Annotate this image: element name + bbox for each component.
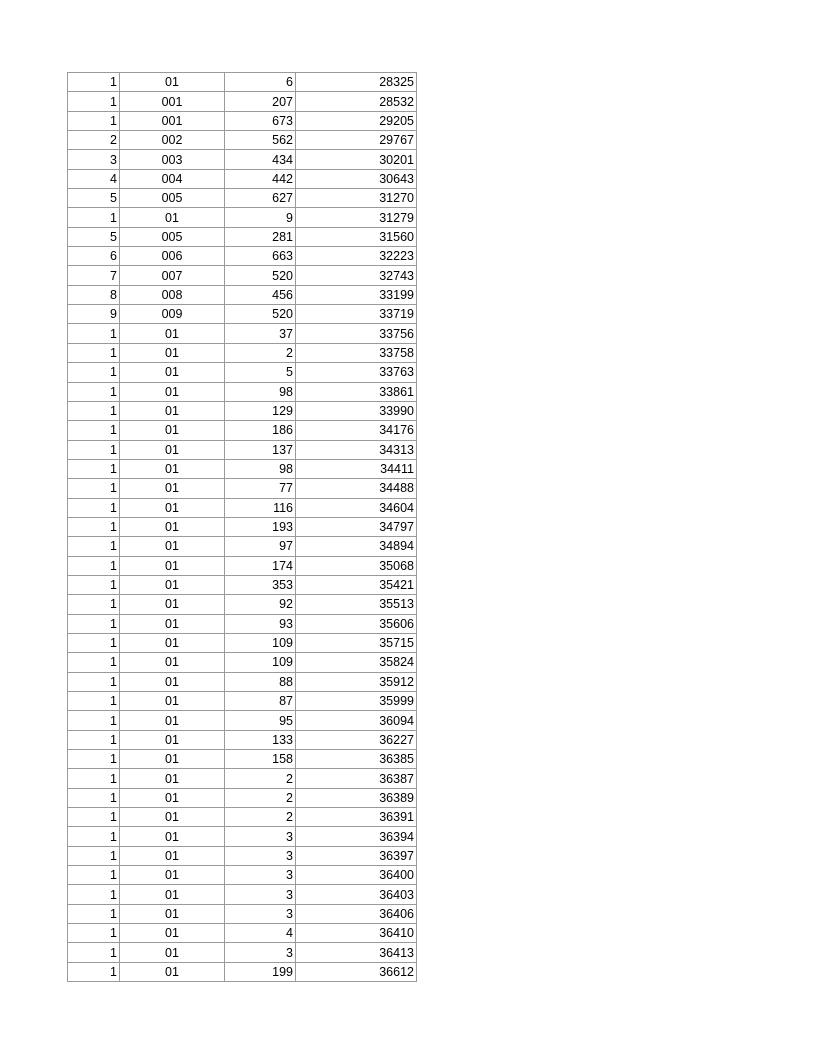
cell-col-d: 36400: [296, 866, 417, 885]
cell-col-b: 01: [120, 575, 225, 594]
cell-col-d: 34411: [296, 459, 417, 478]
cell-col-a: 1: [68, 692, 120, 711]
cell-col-a: 1: [68, 924, 120, 943]
cell-col-c: 88: [225, 672, 296, 691]
cell-col-b: 003: [120, 150, 225, 169]
cell-col-b: 01: [120, 479, 225, 498]
cell-col-b: 01: [120, 324, 225, 343]
table-row: [68, 730, 417, 749]
cell-col-c: 353: [225, 575, 296, 594]
cell-col-a: 1: [68, 73, 120, 92]
cell-col-a: 7: [68, 266, 120, 285]
cell-col-c: 158: [225, 750, 296, 769]
cell-col-a: 1: [68, 343, 120, 362]
cell-col-b: 01: [120, 904, 225, 923]
cell-col-d: 35068: [296, 556, 417, 575]
table-row: [68, 111, 417, 130]
table-row: [68, 421, 417, 440]
cell-col-b: 002: [120, 131, 225, 150]
table-row: [68, 227, 417, 246]
cell-col-d: 33763: [296, 363, 417, 382]
table-row: [68, 363, 417, 382]
cell-col-a: 1: [68, 498, 120, 517]
cell-col-c: 129: [225, 401, 296, 420]
table-row: [68, 866, 417, 885]
cell-col-c: 93: [225, 614, 296, 633]
cell-col-c: 137: [225, 440, 296, 459]
cell-col-d: 36227: [296, 730, 417, 749]
cell-col-b: 007: [120, 266, 225, 285]
cell-col-d: 36406: [296, 904, 417, 923]
table-row: [68, 672, 417, 691]
cell-col-b: 005: [120, 189, 225, 208]
cell-col-d: 34604: [296, 498, 417, 517]
cell-col-a: 4: [68, 169, 120, 188]
cell-col-a: 1: [68, 92, 120, 111]
cell-col-c: 456: [225, 285, 296, 304]
table-row: [68, 827, 417, 846]
cell-col-b: 01: [120, 343, 225, 362]
table-row: [68, 343, 417, 362]
cell-col-c: 627: [225, 189, 296, 208]
cell-col-d: 35824: [296, 653, 417, 672]
table-row: [68, 750, 417, 769]
cell-col-d: 36387: [296, 769, 417, 788]
cell-col-c: 77: [225, 479, 296, 498]
cell-col-c: 6: [225, 73, 296, 92]
cell-col-b: 01: [120, 401, 225, 420]
cell-col-b: 01: [120, 827, 225, 846]
cell-col-d: 36397: [296, 846, 417, 865]
table-row: [68, 885, 417, 904]
table-row: [68, 266, 417, 285]
cell-col-c: 109: [225, 633, 296, 652]
cell-col-a: 1: [68, 440, 120, 459]
cell-col-d: 32223: [296, 247, 417, 266]
cell-col-a: 1: [68, 827, 120, 846]
cell-col-d: 29205: [296, 111, 417, 130]
cell-col-a: 1: [68, 363, 120, 382]
cell-col-a: 1: [68, 633, 120, 652]
cell-col-b: 01: [120, 208, 225, 227]
cell-col-d: 36385: [296, 750, 417, 769]
cell-col-c: 3: [225, 866, 296, 885]
cell-col-d: 35513: [296, 595, 417, 614]
cell-col-c: 87: [225, 692, 296, 711]
cell-col-b: 01: [120, 382, 225, 401]
cell-col-c: 92: [225, 595, 296, 614]
cell-col-c: 442: [225, 169, 296, 188]
table-row: [68, 924, 417, 943]
cell-col-c: 3: [225, 904, 296, 923]
cell-col-d: 35912: [296, 672, 417, 691]
table-row: [68, 305, 417, 324]
cell-col-c: 5: [225, 363, 296, 382]
cell-col-a: 1: [68, 885, 120, 904]
cell-col-b: 01: [120, 653, 225, 672]
cell-col-b: 01: [120, 711, 225, 730]
cell-col-a: 5: [68, 227, 120, 246]
cell-col-b: 01: [120, 730, 225, 749]
cell-col-b: 01: [120, 459, 225, 478]
cell-col-d: 34176: [296, 421, 417, 440]
cell-col-b: 01: [120, 633, 225, 652]
cell-col-b: 01: [120, 517, 225, 536]
cell-col-d: 33758: [296, 343, 417, 362]
cell-col-c: 3: [225, 846, 296, 865]
cell-col-a: 1: [68, 614, 120, 633]
cell-col-d: 35421: [296, 575, 417, 594]
cell-col-a: 1: [68, 459, 120, 478]
cell-col-b: 01: [120, 421, 225, 440]
table-row: [68, 692, 417, 711]
cell-col-b: 01: [120, 924, 225, 943]
cell-col-c: 3: [225, 827, 296, 846]
cell-col-a: 1: [68, 382, 120, 401]
cell-col-a: 1: [68, 537, 120, 556]
table-row: [68, 440, 417, 459]
cell-col-a: 1: [68, 324, 120, 343]
cell-col-c: 116: [225, 498, 296, 517]
cell-col-d: 33199: [296, 285, 417, 304]
cell-col-b: 01: [120, 595, 225, 614]
cell-col-a: 1: [68, 208, 120, 227]
table-row: [68, 150, 417, 169]
table-row: [68, 382, 417, 401]
cell-col-b: 01: [120, 750, 225, 769]
cell-col-c: 281: [225, 227, 296, 246]
table-row: [68, 517, 417, 536]
cell-col-a: 1: [68, 653, 120, 672]
cell-col-d: 30201: [296, 150, 417, 169]
table-row: [68, 208, 417, 227]
cell-col-b: 01: [120, 962, 225, 981]
cell-col-d: 28325: [296, 73, 417, 92]
cell-col-d: 36391: [296, 808, 417, 827]
cell-col-c: 193: [225, 517, 296, 536]
cell-col-c: 434: [225, 150, 296, 169]
cell-col-c: 562: [225, 131, 296, 150]
cell-col-b: 008: [120, 285, 225, 304]
cell-col-b: 005: [120, 227, 225, 246]
cell-col-c: 199: [225, 962, 296, 981]
cell-col-c: 2: [225, 788, 296, 807]
cell-col-c: 2: [225, 343, 296, 362]
cell-col-d: 36413: [296, 943, 417, 962]
cell-col-a: 1: [68, 556, 120, 575]
cell-col-b: 01: [120, 614, 225, 633]
cell-col-b: 01: [120, 943, 225, 962]
cell-col-b: 01: [120, 866, 225, 885]
cell-col-b: 01: [120, 73, 225, 92]
table-row: [68, 808, 417, 827]
cell-col-c: 98: [225, 382, 296, 401]
table-row: [68, 401, 417, 420]
table-row: [68, 943, 417, 962]
cell-col-a: 1: [68, 846, 120, 865]
table-row: [68, 459, 417, 478]
cell-col-c: 4: [225, 924, 296, 943]
cell-col-c: 109: [225, 653, 296, 672]
cell-col-b: 01: [120, 885, 225, 904]
cell-col-a: 1: [68, 401, 120, 420]
cell-col-a: 8: [68, 285, 120, 304]
table-row: [68, 498, 417, 517]
cell-col-d: 31560: [296, 227, 417, 246]
cell-col-a: 5: [68, 189, 120, 208]
cell-col-a: 1: [68, 517, 120, 536]
cell-col-c: 174: [225, 556, 296, 575]
cell-col-b: 01: [120, 692, 225, 711]
cell-col-c: 663: [225, 247, 296, 266]
table-body: [68, 73, 417, 982]
cell-col-a: 6: [68, 247, 120, 266]
table-row: [68, 73, 417, 92]
cell-col-d: 33719: [296, 305, 417, 324]
cell-col-a: 3: [68, 150, 120, 169]
cell-col-d: 32743: [296, 266, 417, 285]
cell-col-c: 97: [225, 537, 296, 556]
cell-col-b: 01: [120, 498, 225, 517]
table-row: [68, 285, 417, 304]
cell-col-a: 1: [68, 904, 120, 923]
cell-col-a: 1: [68, 750, 120, 769]
table-row: [68, 769, 417, 788]
table-row: [68, 556, 417, 575]
cell-col-b: 001: [120, 92, 225, 111]
cell-col-b: 009: [120, 305, 225, 324]
cell-col-b: 006: [120, 247, 225, 266]
cell-col-d: 35999: [296, 692, 417, 711]
cell-col-c: 3: [225, 885, 296, 904]
cell-col-a: 1: [68, 711, 120, 730]
cell-col-b: 01: [120, 440, 225, 459]
cell-col-d: 33756: [296, 324, 417, 343]
cell-col-c: 9: [225, 208, 296, 227]
cell-col-b: 01: [120, 537, 225, 556]
table-row: [68, 131, 417, 150]
cell-col-a: 1: [68, 730, 120, 749]
cell-col-d: 33861: [296, 382, 417, 401]
table-row: [68, 962, 417, 981]
cell-col-d: 30643: [296, 169, 417, 188]
cell-col-d: 36612: [296, 962, 417, 981]
cell-col-b: 001: [120, 111, 225, 130]
cell-col-d: 36389: [296, 788, 417, 807]
cell-col-b: 01: [120, 672, 225, 691]
cell-col-d: 36410: [296, 924, 417, 943]
cell-col-d: 36403: [296, 885, 417, 904]
cell-col-b: 01: [120, 788, 225, 807]
cell-col-a: 1: [68, 595, 120, 614]
cell-col-c: 186: [225, 421, 296, 440]
cell-col-a: 9: [68, 305, 120, 324]
cell-col-a: 1: [68, 866, 120, 885]
data-table: [67, 72, 417, 982]
cell-col-a: 1: [68, 421, 120, 440]
cell-col-d: 34797: [296, 517, 417, 536]
table-row: [68, 653, 417, 672]
cell-col-d: 34488: [296, 479, 417, 498]
cell-col-b: 01: [120, 556, 225, 575]
cell-col-c: 133: [225, 730, 296, 749]
table-row: [68, 247, 417, 266]
cell-col-b: 004: [120, 169, 225, 188]
cell-col-c: 95: [225, 711, 296, 730]
cell-col-c: 3: [225, 943, 296, 962]
table-row: [68, 537, 417, 556]
cell-col-a: 1: [68, 943, 120, 962]
table-row: [68, 479, 417, 498]
cell-col-a: 2: [68, 131, 120, 150]
cell-col-d: 36394: [296, 827, 417, 846]
cell-col-d: 35715: [296, 633, 417, 652]
cell-col-b: 01: [120, 363, 225, 382]
cell-col-c: 520: [225, 305, 296, 324]
cell-col-a: 1: [68, 479, 120, 498]
cell-col-d: 36094: [296, 711, 417, 730]
cell-col-a: 1: [68, 111, 120, 130]
cell-col-d: 31279: [296, 208, 417, 227]
cell-col-a: 1: [68, 962, 120, 981]
table-row: [68, 189, 417, 208]
table-row: [68, 614, 417, 633]
cell-col-c: 520: [225, 266, 296, 285]
cell-col-d: 31270: [296, 189, 417, 208]
cell-col-d: 35606: [296, 614, 417, 633]
table-row: [68, 169, 417, 188]
cell-col-b: 01: [120, 808, 225, 827]
cell-col-c: 2: [225, 808, 296, 827]
cell-col-d: 34313: [296, 440, 417, 459]
cell-col-a: 1: [68, 788, 120, 807]
cell-col-d: 34894: [296, 537, 417, 556]
cell-col-b: 01: [120, 846, 225, 865]
cell-col-a: 1: [68, 808, 120, 827]
table-row: [68, 324, 417, 343]
table-row: [68, 846, 417, 865]
cell-col-a: 1: [68, 575, 120, 594]
cell-col-d: 29767: [296, 131, 417, 150]
table-row: [68, 92, 417, 111]
cell-col-a: 1: [68, 769, 120, 788]
cell-col-c: 37: [225, 324, 296, 343]
cell-col-b: 01: [120, 769, 225, 788]
table-row: [68, 595, 417, 614]
cell-col-c: 98: [225, 459, 296, 478]
cell-col-c: 673: [225, 111, 296, 130]
table-row: [68, 633, 417, 652]
table-row: [68, 575, 417, 594]
table-row: [68, 788, 417, 807]
cell-col-d: 28532: [296, 92, 417, 111]
table-row: [68, 904, 417, 923]
table-row: [68, 711, 417, 730]
cell-col-c: 2: [225, 769, 296, 788]
cell-col-c: 207: [225, 92, 296, 111]
cell-col-d: 33990: [296, 401, 417, 420]
cell-col-a: 1: [68, 672, 120, 691]
